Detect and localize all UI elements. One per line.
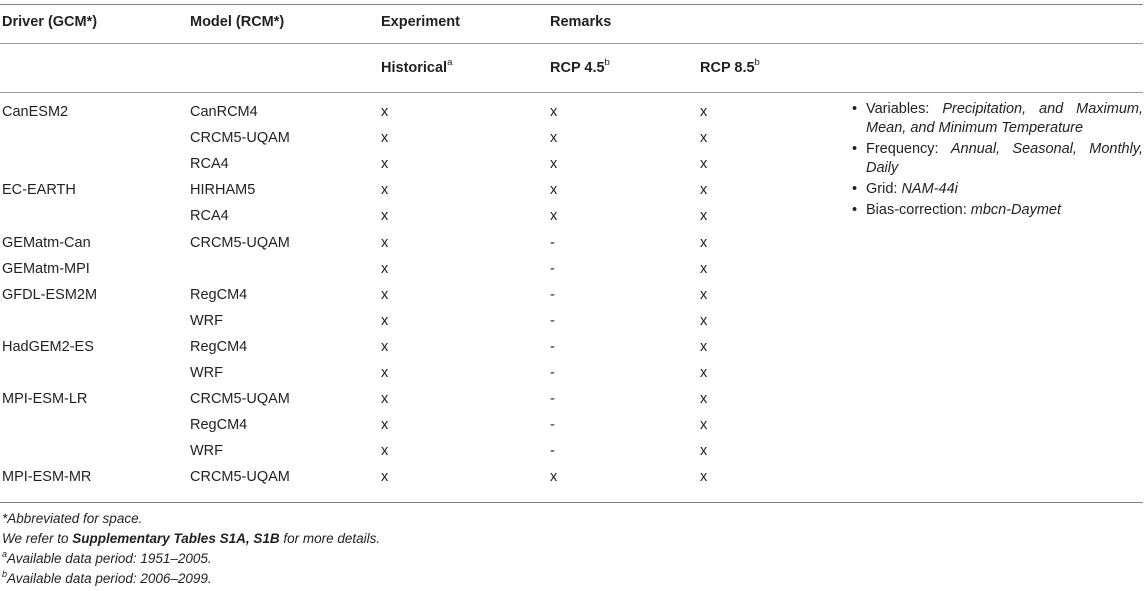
remark-item — [852, 140, 1143, 178]
remark-value: Annual, Seasonal, Monthly, Daily — [866, 141, 1143, 176]
cell-driver: EC-EARTH — [2, 182, 76, 199]
subheader-rcp85: RCP 8.5$^b$ — [700, 57, 760, 76]
cell-driver: HadGEM2-ES — [2, 338, 94, 355]
cell-model: RCA4 — [190, 156, 229, 173]
cell-historical: x — [381, 417, 389, 434]
remark-label: Grid: — [866, 181, 902, 197]
cell-rcp85: x — [700, 469, 708, 486]
cell-rcp85: x — [700, 234, 708, 251]
cell-model: CRCM5-UQAM — [190, 469, 290, 486]
remark-label: Variables: — [866, 101, 943, 117]
remark-item — [852, 201, 1143, 220]
cell-historical: x — [381, 156, 389, 173]
cell-rcp85: x — [700, 260, 708, 277]
cell-rcp45: - — [550, 417, 555, 434]
header-model: Model (RCM*) — [190, 14, 285, 30]
cell-rcp85: x — [700, 443, 708, 460]
header-experiment: Experiment — [381, 14, 460, 30]
cell-historical: x — [381, 338, 389, 355]
cell-driver: MPI-ESM-LR — [2, 391, 88, 408]
cell-rcp45: x — [550, 156, 558, 173]
cell-historical: x — [381, 234, 389, 251]
remark-item — [852, 180, 1143, 199]
footnote-refer: We refer to Supplementary Tables S1A, S1B for more details. — [2, 531, 381, 546]
header-driver: Driver (GCM*) — [2, 14, 98, 30]
cell-historical: x — [381, 130, 389, 147]
cell-driver: MPI-ESM-MR — [2, 469, 92, 486]
cell-rcp85: x — [700, 130, 708, 147]
cell-historical: x — [381, 391, 389, 408]
subheader-historical: Historical$^a$ — [381, 57, 453, 76]
cell-rcp45: x — [550, 208, 558, 225]
subheader-rcp45: RCP 4.5$^b$ — [550, 57, 610, 76]
cell-historical: x — [381, 104, 389, 120]
cell-rcp85: x — [700, 338, 708, 355]
cell-rcp85: x — [700, 182, 708, 199]
remark-value: NAM-44i — [901, 181, 958, 197]
cell-historical: x — [381, 365, 389, 381]
cell-rcp45: - — [550, 312, 555, 329]
header-rule — [0, 43, 1143, 44]
cell-rcp85: x — [700, 286, 708, 303]
cell-model: CRCM5-UQAM — [190, 391, 290, 408]
remark-value: mbcn-Daymet — [970, 202, 1062, 218]
cell-rcp45: - — [550, 260, 555, 277]
cell-rcp85: x — [700, 156, 708, 173]
cell-rcp45: x — [550, 130, 558, 147]
cell-model: WRF — [190, 443, 224, 460]
cell-model: HIRHAM5 — [190, 182, 256, 199]
cell-driver: CanESM2 — [2, 104, 69, 120]
cell-rcp45: - — [550, 365, 555, 381]
cell-rcp45: - — [550, 338, 555, 355]
cell-rcp85: x — [700, 417, 708, 434]
cell-rcp45: - — [550, 443, 555, 460]
footnote-b: $^b$Available data period: 2006–2099. — [2, 568, 212, 586]
remark-label: Frequency: — [866, 141, 951, 157]
cell-historical: x — [381, 208, 389, 225]
cell-historical: x — [381, 286, 389, 303]
cell-rcp85: x — [700, 208, 708, 225]
cell-historical: x — [381, 182, 389, 199]
remark-value: Precipitation, and Maximum, Mean, and Minimum Temperature — [866, 101, 1143, 136]
cell-model: RegCM4 — [190, 338, 248, 355]
cell-model: WRF — [190, 365, 224, 381]
cell-rcp45: - — [550, 286, 555, 303]
cell-driver: GEMatm-Can — [2, 234, 91, 251]
cell-historical: x — [381, 260, 389, 277]
cell-model: CRCM5-UQAM — [190, 130, 290, 147]
cell-rcp45: x — [550, 182, 558, 199]
cell-historical: x — [381, 469, 389, 486]
cell-model: CanRCM4 — [190, 104, 258, 120]
cell-rcp85: x — [700, 365, 708, 381]
footnote-abbrev: *Abbreviated for space. — [2, 511, 143, 526]
cell-model: WRF — [190, 312, 224, 329]
cell-historical: x — [381, 443, 389, 460]
cell-rcp85: x — [700, 391, 708, 408]
cell-model: RegCM4 — [190, 417, 248, 434]
cell-driver: GEMatm-MPI — [2, 260, 90, 277]
cell-rcp85: x — [700, 104, 708, 120]
top-rule — [0, 4, 1143, 5]
header-remarks: Remarks — [550, 14, 612, 30]
cell-model: RegCM4 — [190, 286, 248, 303]
cell-rcp45: x — [550, 104, 558, 120]
cell-model: CRCM5-UQAM — [190, 234, 290, 251]
footnote-a: $^a$Available data period: 1951–2005. — [2, 548, 212, 566]
cell-historical: x — [381, 312, 389, 329]
subheader-rule — [0, 92, 1143, 93]
cell-driver: GFDL-ESM2M — [2, 286, 98, 303]
cell-rcp45: - — [550, 391, 555, 408]
remark-item — [852, 100, 1143, 138]
remark-label: Bias-correction: — [866, 202, 971, 218]
cell-rcp45: x — [550, 469, 558, 486]
cell-model: RCA4 — [190, 208, 229, 225]
cell-rcp45: - — [550, 234, 555, 251]
bottom-rule — [0, 502, 1143, 503]
remarks-list — [852, 100, 1143, 222]
cell-rcp85: x — [700, 312, 708, 329]
